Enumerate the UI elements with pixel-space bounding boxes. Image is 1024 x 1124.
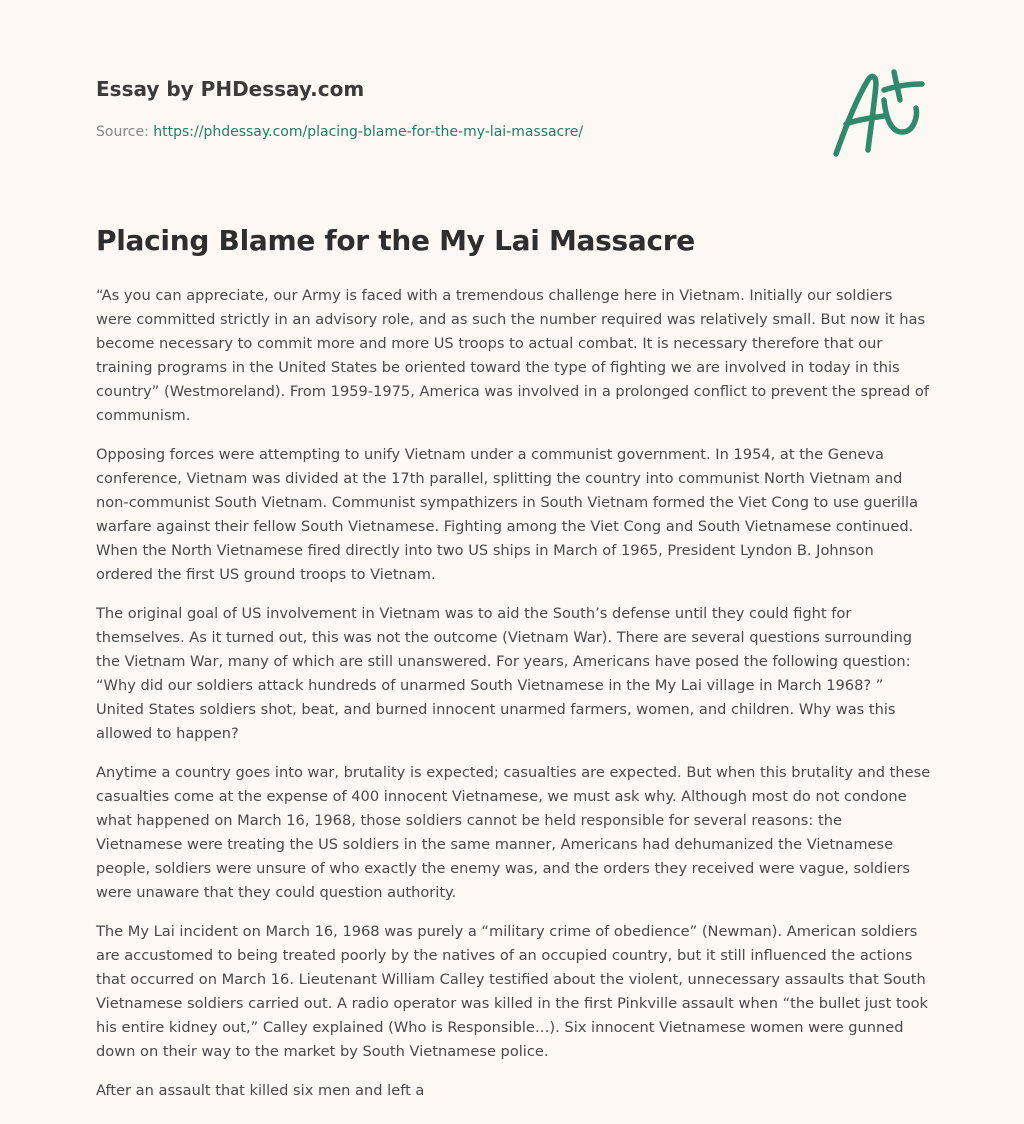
source-link[interactable]: https://phdessay.com/placing-blame-for-the-my-lai-massacre/: [153, 124, 584, 140]
essay-paragraph: The original goal of US involvement in Vietnam was to aid the South’s defense until they could fight for themselves. As it turned out, this was not the outcome (Vietnam War). There are several questions surrounding the Vietnam War, many of which are still unanswered. For years, Americans have posed the following question: “Why did our soldiers attack hundreds of unarmed South Vietnamese in the My Lai village in March 1968? ” United States soldiers shot, beat, and burned innocent unarmed farmers, women, and children. Why was this allowed to happen?: [96, 605, 913, 742]
essay-paragraph: The My Lai incident on March 16, 1968 was purely a “military crime of obedience” (Newman). American soldiers are accustomed to being treated poorly by the natives of an occupied country, but it still influenced the actions that occurred on March 16. Lieutenant William Calley testified about the violent, unnecessary assaults that South Vietnamese soldiers carried out. A radio operator was killed in the first Pinkville assault when “the bullet just took his entire kidney out,” Calley explained (Who is Responsible…). Six innocent Vietnamese women were gunned down on their way to the market by South Vietnamese police.: [96, 923, 929, 1060]
essay-paragraph: Anytime a country goes into war, brutality is expected; casualties are expected. But when this brutality and these casualties come at the expense of 400 innocent Vietnamese, we must ask why. Although most do not condone what happened on March 16, 1968, those soldiers cannot be held responsible for several reasons: the Vietnamese were treating the US soldiers in the same manner, Americans had dehumanized the Vietnamese people, soldiers were unsure of who exactly the enemy was, and the orders they received were vague, soldiers were unaware that they could question authority.: [96, 764, 931, 901]
essay-paragraph: “As you can appreciate, our Army is faced with a tremendous challenge here in Vietnam. Initially our soldiers were committed strictly in an advisory role, and as such the number required was relatively small. But now it has become necessary to commit more and more US troops to actual combat. It is necessary therefore that our training programs in the United States be oriented toward the type of fighting we are involved in today in this country” (Westmoreland). From 1959-1975, America was involved in a prolonged conflict to prevent the spread of communism.: [96, 287, 929, 424]
source-line: [96, 124, 583, 140]
essay-body: [96, 284, 932, 1118]
a-plus-logo-icon: [824, 66, 928, 162]
essay-paragraph: After an assault that killed six men and left a: [96, 1082, 425, 1099]
essay-paragraph: Opposing forces were attempting to unify Vietnam under a communist government. In 1954, at the Geneva conference, Vietnam was divided at the 17th parallel, splitting the country into communist North Vietnam and non-communist South Vietnam. Communist sympathizers in South Vietnam formed the Viet Cong to use guerilla warfare against their fellow South Vietnamese. Fighting among the Viet Cong and South Vietnamese continued. When the North Vietnamese fired directly into two US ships in March of 1965, President Lyndon B. Johnson ordered the first US ground troops to Vietnam.: [96, 446, 919, 583]
source-label: Source:: [96, 124, 149, 140]
essay-title: Placing Blame for the My Lai Massacre: [96, 224, 695, 257]
brand-name: Essay by PHDessay.com: [96, 77, 365, 101]
essay-header: [96, 74, 936, 174]
